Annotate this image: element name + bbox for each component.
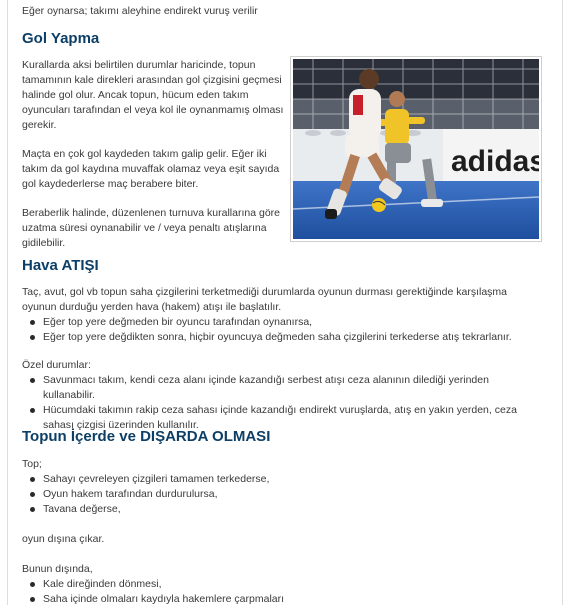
gol-paragraph-1: Kurallarda aksi belirtilen durumlar haricinde, topun tamamının kale direkleri arasından gol çizgisini geçmesi halinde gol olur. Ancak topun, hücum eden takım oyuncuları tarafından el veya kol ile oynanmamış olması gerekir. [22,59,284,131]
ozel-durumlar-label: Özel durumlar: [22,359,91,371]
list-item: Eğer top yere değdikten sonra, hiçbir oyuncuya değmeden saha çizgilerini terkederse atış tekrarlanır. [30,330,542,345]
list-item: Kale direğinden dönmesi, [30,577,542,592]
topun-lead: Top; [22,458,42,470]
banner-text: adidas [451,145,539,178]
futsal-match-image [293,59,539,239]
list-item: Oyun hakem tarafından durdurulursa, [30,487,542,502]
article-page [7,0,563,605]
list-item: Hücumdaki takımın rakip ceza sahası içinde kazandığı endirekt vuruşlarda, atış en yakın yerden, ceza sahası çizgisi üzerinden kullanılır. [30,403,542,433]
hava-list [22,315,542,345]
ozel-durumlar-block [22,358,542,433]
hava-paragraph: Taç, avut, gol vb topun saha çizgilerini terketmediği durumlarda oyunun durması gerektiğinde karşılaşma oyunun durduğu yerden hava (hakem) atışı ile başlatılır. [22,286,507,313]
section-title-topun-icerde: Topun İçerde ve DIŞARDA OLMASI [22,428,271,445]
list-item: Eğer top yere değmeden bir oyuncu tarafından oynanırsa, [30,315,542,330]
list-item: Sahayı çevreleyen çizgileri tamamen terkederse, [30,472,542,487]
gol-paragraph-2: Maçta en çok gol kaydeden takım galip gelir. Eğer iki takım da gol kaydına muvaffak olamaz veya eşit sayıda gol kaydederlerse maç berabere biter. [22,148,280,190]
other-label: Bunun dışında, [22,563,93,575]
futsal-photo [290,56,542,242]
intro-line: Eğer oynarsa; takımı aleyhine endirekt vuruş verilir [22,5,258,17]
topun-icerde-text [22,457,542,605]
ozel-durumlar-list [22,373,542,433]
list-item: Tavana değerse, [30,502,542,517]
other-list [22,577,542,605]
gol-paragraph-3: Beraberlik halinde, düzenlenen turnuva kurallarına göre uzatma süresi oynanabilir ve / veya penaltı atışlarına gidilebilir. [22,207,280,249]
section-title-gol-yapma: Gol Yapma [22,30,100,47]
list-item: Savunmacı takım, kendi ceza alanı içinde kazandığı serbest atışı ceza alanının dilediği yerinden kullanabilir. [30,373,542,403]
topun-list [22,472,542,517]
ball-icon [372,198,386,212]
gol-yapma-text [22,58,284,251]
list-item: Saha içinde olmaları kaydıyla hakemlere çarpmaları [30,592,542,605]
hava-atisi-text [22,285,542,345]
out-text: oyun dışına çıkar. [22,533,105,545]
section-title-hava-atisi: Hava ATIŞI [22,257,99,274]
